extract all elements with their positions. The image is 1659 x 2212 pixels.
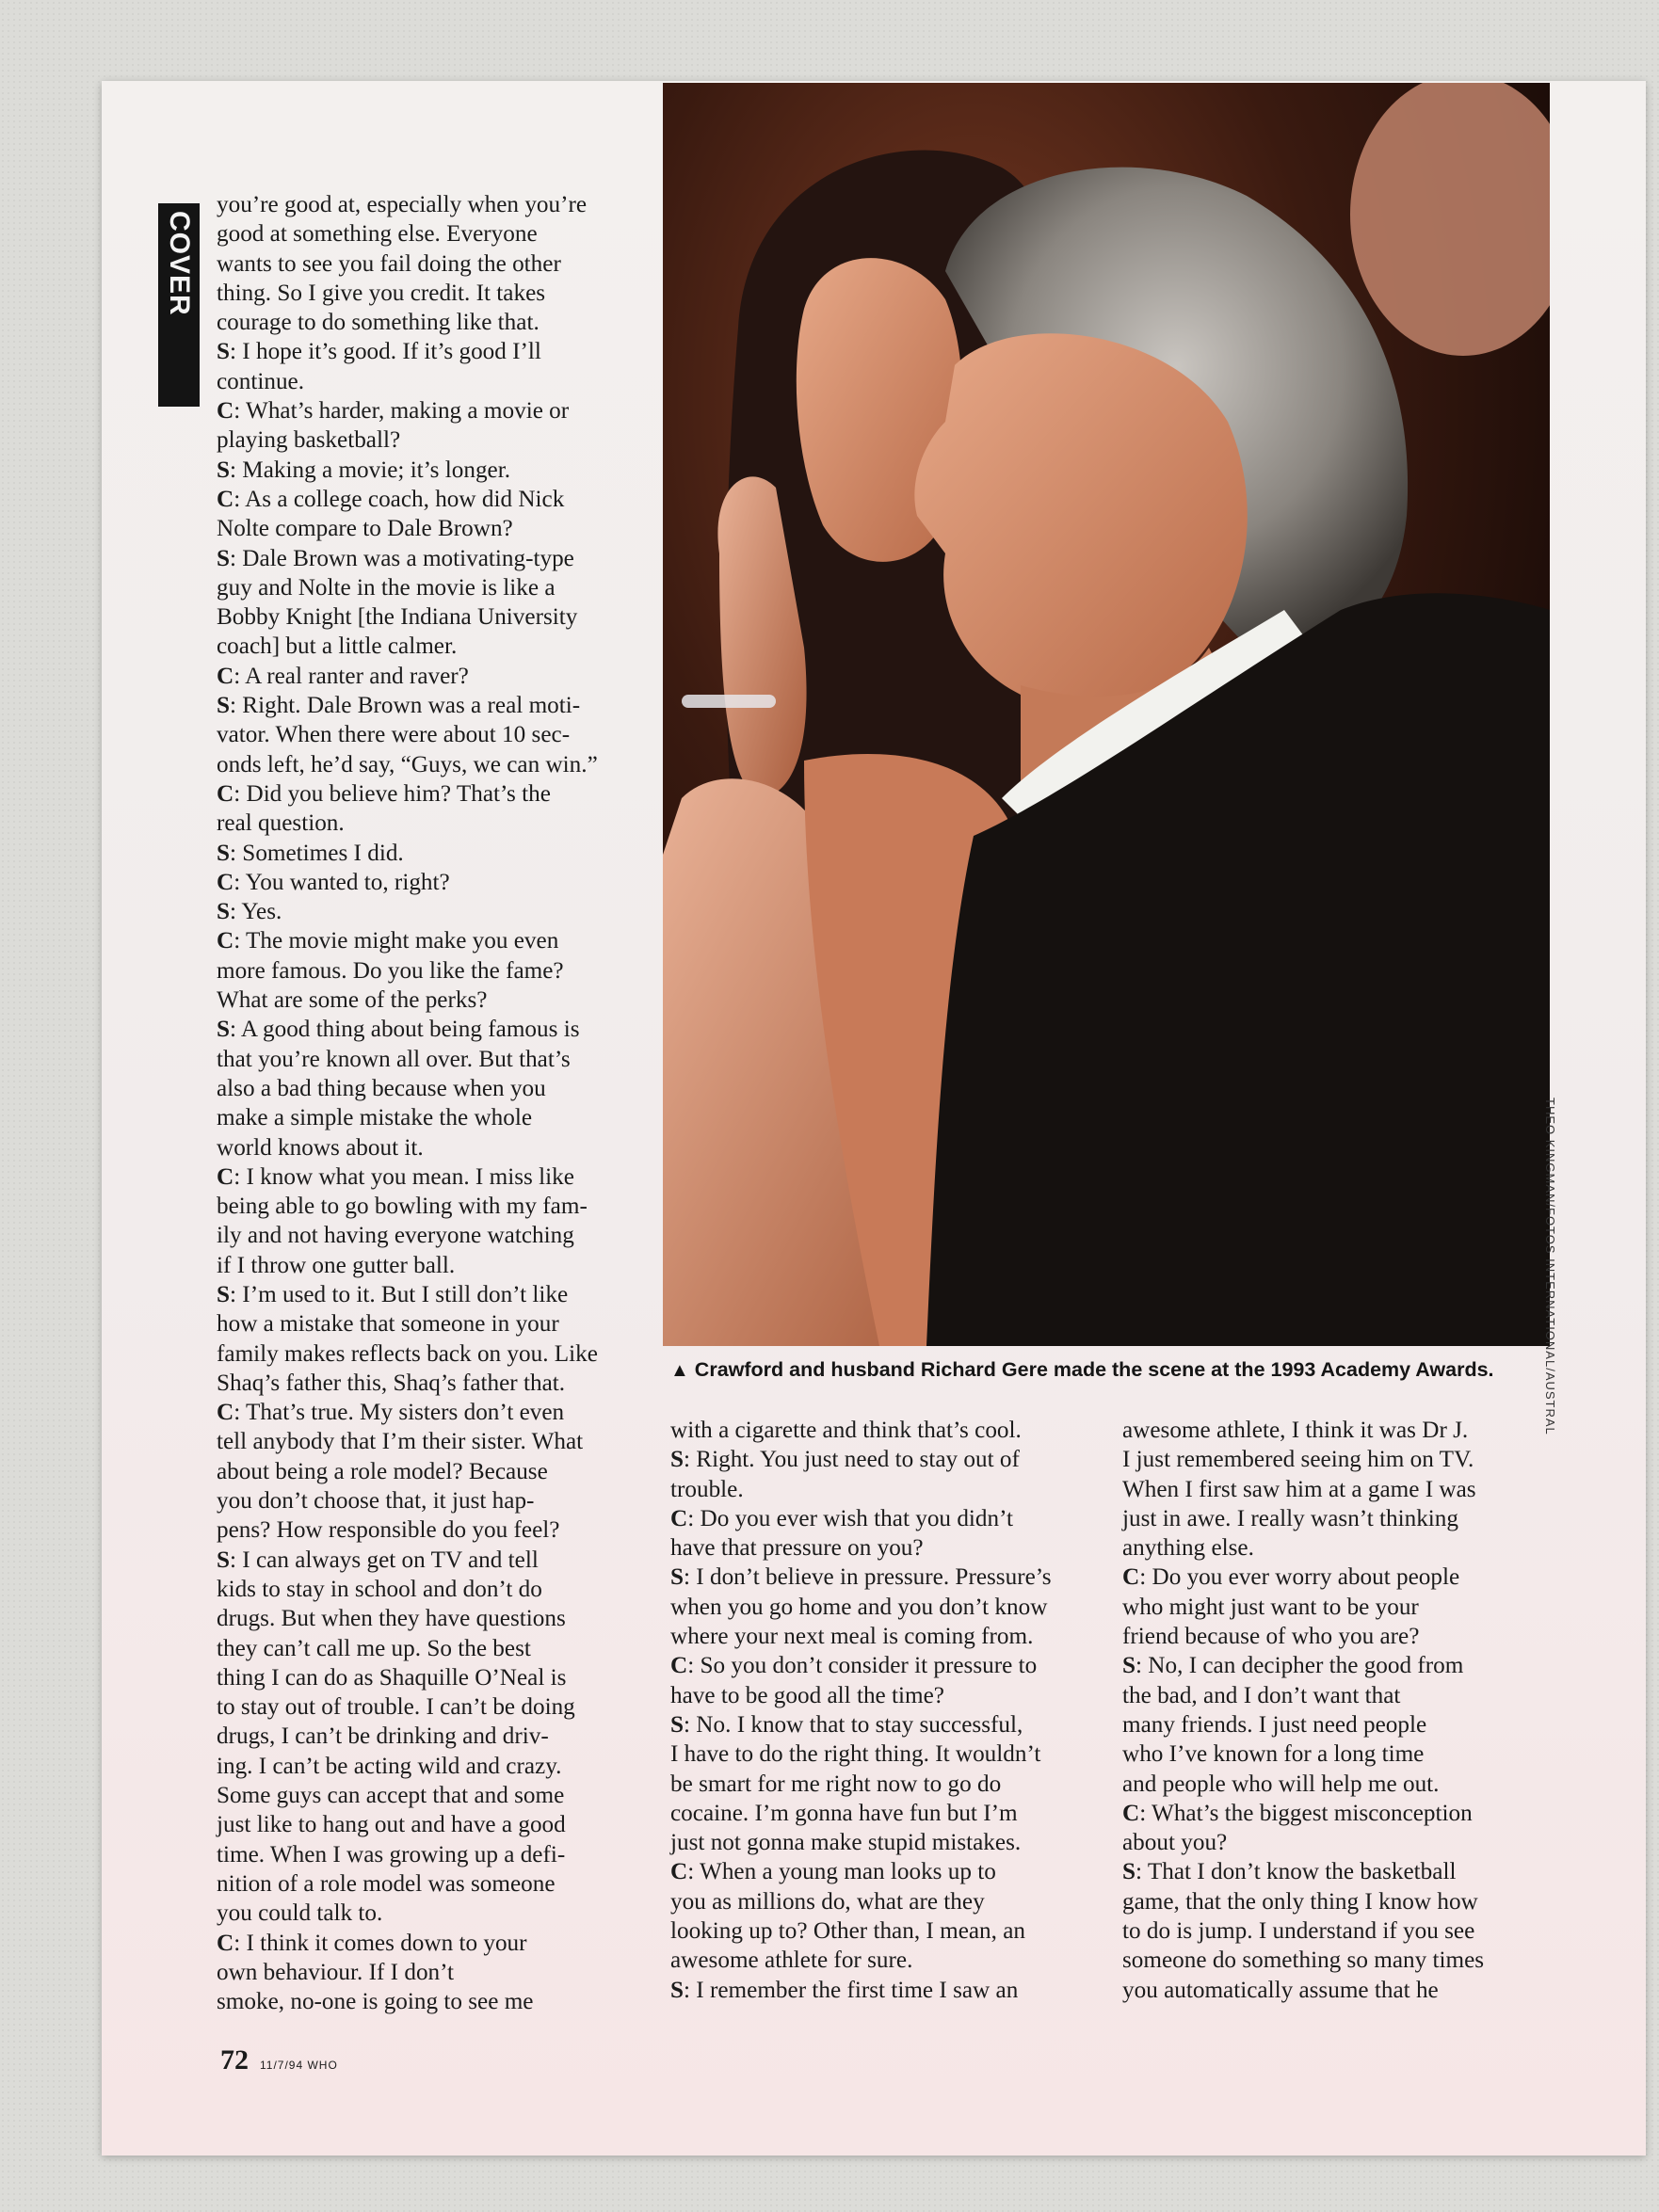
text-line	[217, 1339, 650, 1369]
line-text: : You wanted to, right?	[234, 869, 450, 895]
text-line	[217, 1575, 650, 1604]
line-text: that you’re known all over. But that’s	[217, 1046, 571, 1072]
line-text: thing I can do as Shaquille O’Neal is	[217, 1664, 567, 1691]
line-text: Bobby Knight [the Indiana University	[217, 604, 578, 631]
speaker-initial: S	[217, 1281, 231, 1307]
text-column-1	[217, 190, 650, 2016]
text-line	[1122, 1799, 1555, 1828]
line-text: who I’ve known for a long time	[1122, 1741, 1425, 1768]
text-line	[217, 1074, 650, 1103]
line-text: just in awe. I really wasn’t thinking	[1122, 1505, 1458, 1531]
caption-arrow-icon: ▲	[670, 1360, 689, 1381]
text-line	[1122, 1946, 1555, 1975]
text-line	[217, 1221, 650, 1250]
line-text: wants to see you fail doing the other	[217, 250, 561, 277]
text-line	[217, 1398, 650, 1427]
text-line	[670, 1976, 1094, 2005]
line-text: coach] but a little calmer.	[217, 633, 458, 660]
line-text: : No, I can decipher the good from	[1136, 1653, 1464, 1679]
text-line	[217, 308, 650, 337]
line-text: you’re good at, especially when you’re	[217, 192, 588, 217]
magazine-page	[102, 81, 1646, 2156]
line-text: ily and not having everyone watching	[217, 1223, 574, 1249]
text-line	[670, 1770, 1094, 1799]
text-line	[1122, 1504, 1555, 1533]
line-text: you could talk to.	[217, 1900, 383, 1927]
text-line	[217, 1280, 650, 1309]
text-line	[217, 1015, 650, 1044]
text-line	[670, 1828, 1094, 1857]
text-line	[670, 1887, 1094, 1916]
photo-caption	[670, 1358, 1555, 1382]
text-line	[217, 720, 650, 749]
line-text: : A good thing about being famous is	[230, 1017, 580, 1043]
text-line	[217, 1309, 650, 1338]
line-text: : I know what you mean. I miss like	[234, 1163, 574, 1190]
text-column-2	[670, 1416, 1094, 2005]
text-line	[217, 219, 650, 248]
line-text: : Making a movie; it’s longer.	[230, 457, 511, 483]
line-text: world knows about it.	[217, 1134, 424, 1161]
line-text: just like to hang out and have a good	[217, 1812, 566, 1838]
speaker-initial: C	[217, 1930, 234, 1956]
speaker-initial: C	[1122, 1800, 1140, 1826]
line-text: : I’m used to it. But I still don’t like	[230, 1281, 569, 1307]
text-line	[217, 1369, 650, 1398]
text-line	[217, 544, 650, 573]
line-text: be smart for me right now to go do	[670, 1771, 1002, 1797]
text-line	[217, 396, 650, 425]
text-line	[217, 662, 650, 691]
text-line	[1122, 1445, 1555, 1474]
speaker-initial: S	[217, 339, 231, 365]
line-text: : That’s true. My sisters don’t even	[234, 1400, 565, 1426]
line-text: just not gonna make stupid mistakes.	[670, 1830, 1022, 1856]
line-text: Shaq’s father this, Shaq’s father that.	[217, 1370, 566, 1396]
line-text: trouble.	[670, 1476, 744, 1502]
line-text: with a cigarette and think that’s cool.	[670, 1418, 1022, 1443]
line-text: : That I don’t know the basketball	[1136, 1859, 1457, 1885]
line-text: have that pressure on you?	[670, 1535, 924, 1562]
line-text: vator. When there were about 10 sec-	[217, 722, 571, 748]
text-line	[1122, 1681, 1555, 1710]
text-line	[670, 1563, 1094, 1592]
line-text: friend because of who you are?	[1122, 1624, 1420, 1650]
text-line	[217, 1045, 650, 1074]
line-text: who might just want to be your	[1122, 1594, 1419, 1620]
text-line	[217, 750, 650, 779]
line-text: onds left, he’d say, “Guys, we can win.”	[217, 751, 598, 777]
line-text: nition of a role model was someone	[217, 1870, 556, 1897]
text-line	[217, 1869, 650, 1899]
line-text: I have to do the right thing. It wouldn’t	[670, 1741, 1041, 1768]
text-line	[217, 1840, 650, 1869]
text-line	[217, 190, 650, 219]
text-line	[217, 1192, 650, 1221]
line-text: the bad, and I don’t want that	[1122, 1682, 1401, 1708]
line-text: pens? How responsible do you feel?	[217, 1517, 560, 1544]
line-text: courage to do something like that.	[217, 310, 540, 336]
text-line	[217, 602, 650, 632]
line-text: : Sometimes I did.	[230, 840, 404, 866]
line-text: playing basketball?	[217, 427, 401, 454]
speaker-initial: C	[670, 1859, 688, 1885]
line-text: good at something else. Everyone	[217, 221, 538, 248]
line-text: about being a role model? Because	[217, 1458, 548, 1484]
text-column-3	[1122, 1416, 1555, 2005]
text-line	[217, 1663, 650, 1692]
text-line	[670, 1533, 1094, 1563]
line-text: : When a young man looks up to	[687, 1859, 996, 1885]
line-text: : So you don’t consider it pressure to	[687, 1653, 1038, 1679]
text-line	[1122, 1416, 1555, 1445]
line-text: What are some of the perks?	[217, 987, 488, 1014]
line-text: you as millions do, what are they	[670, 1888, 985, 1915]
speaker-initial: S	[217, 693, 231, 719]
line-text: : I hope it’s good. If it’s good I’ll	[230, 339, 541, 365]
text-line	[670, 1916, 1094, 1946]
text-line	[217, 1546, 650, 1575]
text-line	[217, 249, 650, 279]
photo-credit: THEO KINGMAN/FOTOS INTERNATIONAL/AUSTRAL	[1543, 1098, 1557, 1435]
text-line	[217, 691, 650, 720]
text-line	[217, 809, 650, 838]
text-line	[217, 1103, 650, 1132]
text-line	[670, 1651, 1094, 1680]
speaker-initial: C	[217, 780, 234, 807]
line-text: many friends. I just need people	[1122, 1711, 1427, 1738]
text-line	[217, 1752, 650, 1781]
line-text: where your next meal is coming from.	[670, 1624, 1034, 1650]
text-line	[217, 367, 650, 396]
text-line	[670, 1799, 1094, 1828]
text-line	[217, 1515, 650, 1545]
text-line	[217, 1987, 650, 2016]
text-line	[217, 1133, 650, 1162]
text-line	[217, 779, 650, 809]
text-line	[217, 1251, 650, 1280]
speaker-initial: C	[217, 1400, 234, 1426]
line-text: when you go home and you don’t know	[670, 1594, 1048, 1620]
line-text: to do is jump. I understand if you see	[1122, 1918, 1475, 1945]
speaker-initial: S	[217, 1547, 231, 1573]
line-text: : I can always get on TV and tell	[230, 1547, 539, 1573]
text-line	[217, 1604, 650, 1633]
line-text: drugs. But when they have questions	[217, 1606, 566, 1632]
line-text: they can’t call me up. So the best	[217, 1635, 531, 1661]
speaker-initial: S	[217, 545, 231, 571]
text-line	[217, 839, 650, 868]
line-text: continue.	[217, 368, 305, 394]
speaker-initial: S	[670, 1447, 685, 1473]
text-line	[217, 1486, 650, 1515]
line-text: When I first saw him at a game I was	[1122, 1476, 1476, 1502]
text-line	[217, 986, 650, 1015]
text-line	[217, 514, 650, 543]
line-text: cocaine. I’m gonna have fun but I’m	[670, 1800, 1018, 1826]
text-line	[217, 1781, 650, 1810]
line-text: family makes reflects back on you. Like	[217, 1340, 598, 1367]
text-line	[217, 1634, 650, 1663]
text-line	[217, 1427, 650, 1456]
speaker-initial: C	[217, 928, 234, 954]
text-line	[670, 1681, 1094, 1710]
line-text: ing. I can’t be acting wild and crazy.	[217, 1753, 562, 1779]
speaker-initial: S	[217, 457, 231, 483]
speaker-initial: S	[670, 1711, 685, 1738]
line-text: real question.	[217, 810, 345, 837]
text-line	[1122, 1770, 1555, 1799]
text-line	[217, 868, 650, 897]
line-text: : Yes.	[230, 899, 282, 925]
line-text: about you?	[1122, 1830, 1228, 1856]
line-text: awesome athlete for sure.	[670, 1948, 913, 1974]
line-text: someone do something so many times	[1122, 1948, 1485, 1974]
line-text: smoke, no-one is going to see me	[217, 1989, 534, 2015]
line-text: guy and Nolte in the movie is like a	[217, 574, 556, 601]
text-line	[670, 1739, 1094, 1769]
line-text: and people who will help me out.	[1122, 1771, 1440, 1797]
text-line	[217, 1162, 650, 1192]
photo-crawford-gere	[663, 83, 1550, 1346]
text-line	[217, 1692, 650, 1722]
line-text: how a mistake that someone in your	[217, 1311, 559, 1338]
line-text: : Did you believe him? That’s the	[234, 780, 551, 807]
text-line	[217, 425, 650, 455]
page-number: 72	[220, 2044, 249, 2076]
line-text: I just remembered seeing him on TV.	[1122, 1447, 1474, 1473]
text-line	[670, 1946, 1094, 1975]
text-line	[1122, 1622, 1555, 1651]
speaker-initial: C	[670, 1505, 688, 1531]
text-line	[1122, 1887, 1555, 1916]
line-text: : I remember the first time I saw an	[684, 1977, 1019, 2003]
text-line	[1122, 1475, 1555, 1504]
line-text: : What’s the biggest misconception	[1139, 1800, 1473, 1826]
text-line	[217, 1457, 650, 1486]
text-line	[217, 573, 650, 602]
line-text: own behaviour. If I don’t	[217, 1959, 455, 1985]
line-text: : Right. You just need to stay out of	[684, 1447, 1020, 1473]
line-text: awesome athlete, I think it was Dr J.	[1122, 1418, 1469, 1443]
line-text: Nolte compare to Dale Brown?	[217, 516, 513, 542]
text-line	[1122, 1828, 1555, 1857]
text-line	[1122, 1739, 1555, 1769]
line-text: : Do you ever wish that you didn’t	[687, 1505, 1014, 1531]
text-line	[1122, 1651, 1555, 1680]
line-text: game, that the only thing I know how	[1122, 1888, 1478, 1915]
text-line	[670, 1475, 1094, 1504]
text-line	[670, 1593, 1094, 1622]
line-text: Some guys can accept that and some	[217, 1783, 565, 1809]
line-text: : I think it comes down to your	[234, 1930, 527, 1956]
section-tab-label: COVER	[164, 211, 195, 316]
text-line	[217, 926, 650, 955]
text-line	[1122, 1710, 1555, 1739]
line-text: : Do you ever worry about people	[1139, 1564, 1460, 1591]
speaker-initial: C	[217, 486, 234, 512]
text-line	[217, 1929, 650, 1958]
text-line	[1122, 1563, 1555, 1592]
text-line	[217, 632, 650, 661]
line-text: have to be good all the time?	[670, 1682, 944, 1708]
line-text: make a simple mistake the whole	[217, 1105, 533, 1131]
line-text: tell anybody that I’m their sister. What	[217, 1429, 584, 1455]
text-line	[217, 1810, 650, 1839]
text-line	[670, 1710, 1094, 1739]
line-text: you don’t choose that, it just hap-	[217, 1488, 535, 1515]
line-text: more famous. Do you like the fame?	[217, 957, 564, 984]
text-line	[1122, 1857, 1555, 1886]
text-line	[217, 456, 650, 485]
text-line	[217, 485, 650, 514]
speaker-initial: S	[670, 1564, 685, 1591]
speaker-initial: C	[1122, 1564, 1140, 1591]
line-text: being able to go bowling with my fam-	[217, 1194, 588, 1220]
speaker-initial: C	[217, 663, 234, 689]
line-text: : As a college coach, how did Nick	[234, 486, 565, 512]
line-text: anything else.	[1122, 1535, 1254, 1562]
speaker-initial: C	[670, 1653, 688, 1679]
line-text: : I don’t believe in pressure. Pressure’s	[684, 1564, 1052, 1591]
text-line	[217, 1958, 650, 1987]
photo-illustration	[663, 83, 1550, 1346]
speaker-initial: C	[217, 869, 234, 895]
line-text: also a bad thing because when you	[217, 1075, 546, 1101]
page-folio	[220, 2044, 338, 2076]
line-text: if I throw one gutter ball.	[217, 1252, 456, 1278]
line-text: looking up to? Other than, I mean, an	[670, 1918, 1026, 1945]
line-text: thing. So I give you credit. It takes	[217, 280, 546, 306]
text-line	[1122, 1533, 1555, 1563]
speaker-initial: C	[217, 398, 234, 425]
text-line	[217, 337, 650, 366]
text-line	[217, 897, 650, 926]
speaker-initial: S	[217, 1017, 231, 1043]
text-line	[670, 1622, 1094, 1651]
line-text: drugs, I can’t be drinking and driv-	[217, 1723, 549, 1750]
text-line	[1122, 1916, 1555, 1946]
line-text: : A real ranter and raver?	[234, 663, 469, 689]
speaker-initial: C	[217, 1163, 234, 1190]
text-line	[1122, 1593, 1555, 1622]
section-tab	[158, 203, 200, 407]
text-line	[217, 1899, 650, 1928]
line-text: time. When I was growing up a defi-	[217, 1841, 566, 1867]
caption-text: Crawford and husband Richard Gere made the scene at the 1993 Academy Awards.	[694, 1358, 1494, 1381]
speaker-initial: S	[217, 899, 231, 925]
text-line	[217, 956, 650, 986]
line-text: : Right. Dale Brown was a real moti-	[230, 693, 581, 719]
line-text: kids to stay in school and don’t do	[217, 1576, 542, 1602]
text-line	[670, 1445, 1094, 1474]
line-text: : The movie might make you even	[234, 928, 559, 954]
line-text: : What’s harder, making a movie or	[234, 398, 570, 425]
line-text: : No. I know that to stay successful,	[684, 1711, 1023, 1738]
text-line	[670, 1857, 1094, 1886]
line-text: you automatically assume that he	[1122, 1977, 1439, 2003]
line-text: to stay out of trouble. I can’t be doing	[217, 1694, 575, 1721]
issue-date: 11/7/94 WHO	[260, 2059, 338, 2072]
speaker-initial: S	[217, 840, 231, 866]
text-line	[217, 1722, 650, 1751]
speaker-initial: S	[670, 1977, 685, 2003]
text-line	[670, 1416, 1094, 1445]
text-line	[1122, 1976, 1555, 2005]
speaker-initial: S	[1122, 1859, 1136, 1885]
speaker-initial: S	[1122, 1653, 1136, 1679]
text-line	[670, 1504, 1094, 1533]
line-text: : Dale Brown was a motivating-type	[230, 545, 574, 571]
text-line	[217, 279, 650, 308]
